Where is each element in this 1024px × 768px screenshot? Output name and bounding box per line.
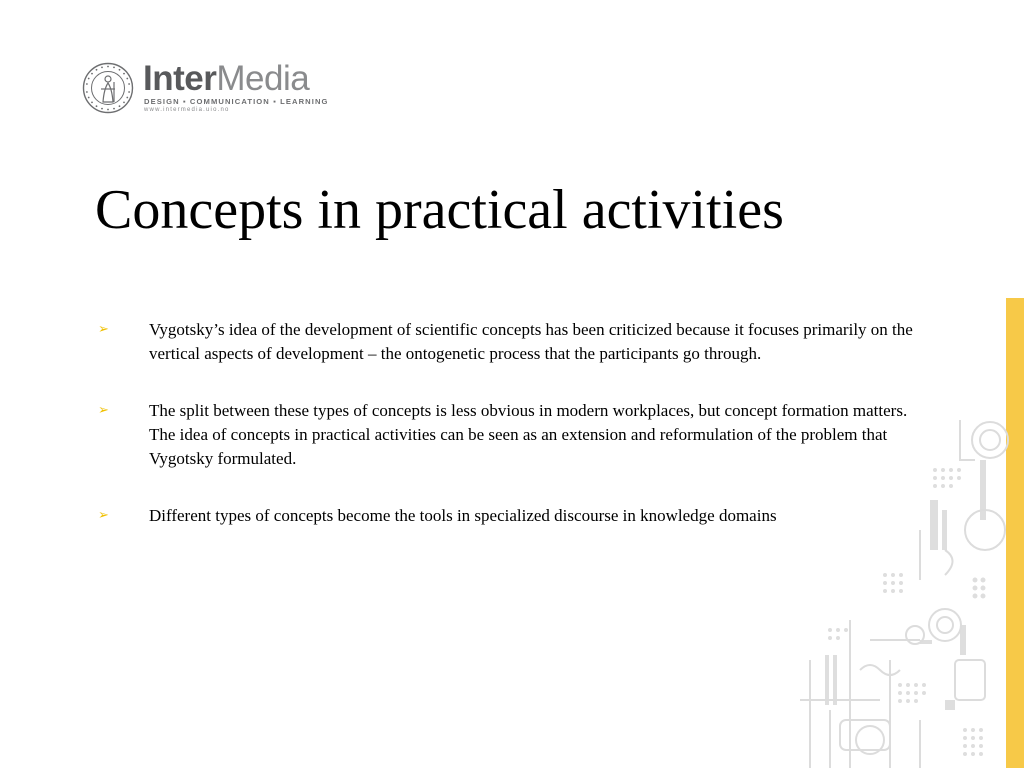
bullet-text: Vygotsky’s idea of the development of scientific concepts has been criticized because it focuses primarily on the vertical aspects of development – the ontogenetic process that the participants go through. bbox=[149, 320, 913, 363]
logo-word-inter: Inter bbox=[143, 59, 217, 98]
bullet-text: The split between these types of concepts is less obvious in modern workplaces, but concept formation matters. The idea of concepts in practical activities can be seen as an extension and reformulation of the problem that Vygotsky formulated. bbox=[149, 401, 908, 468]
intermedia-logo bbox=[82, 60, 332, 120]
arrowhead-bullet-icon: ➢ bbox=[98, 508, 109, 523]
logo-wordmark bbox=[143, 60, 309, 98]
logo-url: www.intermedia.uio.no bbox=[144, 107, 230, 113]
bullet-item bbox=[96, 318, 936, 366]
logo-tagline: DESIGN ▪ COMMUNICATION ▪ LEARNING bbox=[144, 97, 329, 106]
dot-grid-icon bbox=[828, 468, 986, 756]
decorative-pattern-icon bbox=[770, 400, 1010, 768]
arrowhead-bullet-icon: ➢ bbox=[98, 403, 109, 418]
arrowhead-bullet-icon: ➢ bbox=[98, 322, 109, 337]
university-seal-icon bbox=[82, 62, 134, 114]
logo-word-media: Media bbox=[216, 59, 310, 98]
slide-title: Concepts in practical activities bbox=[95, 179, 784, 241]
bullet-text: Different types of concepts become the tools in specialized discourse in knowledge domains bbox=[149, 506, 777, 525]
